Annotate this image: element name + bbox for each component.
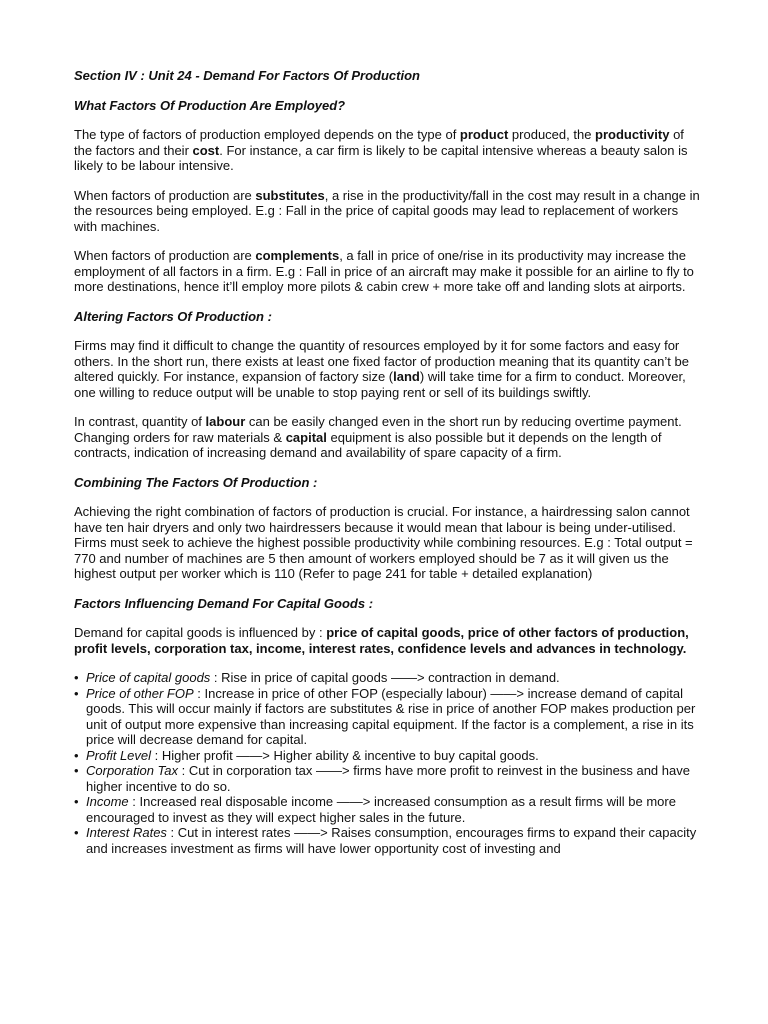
bold-term: cost: [192, 142, 220, 158]
bullet-text: : Cut in interest rates ——> Raises consumption, encourages firms to expand their capacity and increases investment as firms will have lower opportunity cost of investing and: [86, 825, 697, 856]
list-item: [74, 670, 700, 686]
text-run: , a rise in the productivity/fall in the cost may result in a change in the resources being employed. E.g : Fall in the price of capital goods may lead to replacement of workers with machines.: [74, 187, 700, 234]
list-item: [74, 686, 700, 748]
bullet-term: Interest Rates: [86, 825, 167, 840]
bold-term: productivity: [595, 127, 670, 142]
bold-term: price of capital goods, price of other factors of production, profit levels, corporation tax, income, interest rates, confidence levels and advances in technology.: [74, 625, 689, 656]
text-run: In contrast, quantity of: [74, 414, 206, 429]
bullet-text: : Cut in corporation tax ——> firms have more profit to reinvest in the business and have higher incentive to do so.: [86, 763, 690, 794]
bullet-text: : Increased real disposable income ——> increased consumption as a result firms will be more encouraged to invest as they will expect higher sales in the future.: [86, 794, 676, 825]
section-heading: What Factors Of Production Are Employed?: [74, 97, 346, 113]
bold-term: substitutes: [255, 187, 325, 203]
text-run: ) will take time for a firm to conduct. Moreover, one willing to reduce output will be unable to stop paying rent or sell of its buildings swiftly.: [74, 369, 686, 400]
document-body: [74, 68, 700, 856]
text-run: of the factors and their: [74, 127, 684, 158]
bold-term: labour: [205, 414, 246, 429]
bullet-term: Profit Level: [86, 747, 152, 763]
text-run: Achieving the right combination of factors of production is crucial. For instance, a hairdressing salon cannot have ten hair dryers and only two hairdressers because it would mean that labour is being under-utilised. Firms must seek to achieve the highest possible productivity while combining resources. E.g : Total output = 770 and number of machines are 5 then amount of workers employed should be 7 as it will given us the highest output per worker which is 110 (Refer to page 241 for table + detailed explanation): [74, 504, 693, 581]
list-item: [74, 825, 700, 856]
text-run: The type of factors of production employed depends on the type of: [74, 127, 460, 142]
list-item: [74, 763, 700, 794]
body-paragraph: [74, 625, 700, 656]
body-paragraph: [74, 188, 700, 235]
bullet-term: Corporation Tax: [86, 763, 179, 778]
text-run: When factors of production are: [74, 248, 256, 263]
text-run: equipment is also possible but it depends on the length of contracts, indication of increasing demand and availability of spare capacity of a firm.: [74, 429, 662, 460]
text-run: . For instance, a car firm is likely to be capital intensive whereas a beauty salon is likely to be labour intensive.: [74, 142, 688, 173]
bold-term: complements: [255, 248, 340, 263]
bold-term: capital: [285, 429, 327, 445]
text-run: produced, the: [508, 127, 596, 142]
capital-goods-factor-list: [74, 670, 700, 856]
bullet-text: : Higher profit ——> Higher ability & incentive to buy capital goods.: [151, 747, 539, 763]
bullet-term: Price of other FOP: [86, 685, 194, 701]
sections-container: [74, 98, 700, 657]
section-title: Section IV : Unit 24 - Demand For Factors Of Production: [74, 68, 420, 83]
body-paragraph: [74, 248, 700, 295]
section-heading: Altering Factors Of Production :: [74, 308, 272, 324]
body-paragraph: [74, 414, 700, 461]
section-heading: Factors Influencing Demand For Capital Goods :: [74, 595, 374, 611]
text-run: Demand for capital goods is influenced by :: [74, 625, 327, 640]
body-paragraph: [74, 504, 700, 582]
bold-term: land: [393, 369, 420, 384]
list-item: [74, 748, 700, 764]
text-run: When factors of production are: [74, 187, 256, 203]
text-run: Firms may find it difficult to change the quantity of resources employed by it for some factors and easy for others. In the short run, there exists at least one fixed factor of production meaning that its quantity can’t be altered quickly. For instance, expansion of factory size (: [74, 338, 689, 384]
bold-term: product: [459, 127, 509, 142]
bullet-text: : Rise in price of capital goods ——> contraction in demand.: [210, 670, 560, 685]
text-run: , a fall in price of one/rise in its productivity may increase the employment of all factors in a firm. E.g : Fall in price of an aircraft may make it possible for an airline to fly to more destinations, hence it’ll employ more pilots & cabin crew + more take off and landing slots at airports.: [74, 248, 694, 294]
list-item: [74, 794, 700, 825]
body-paragraph: [74, 127, 700, 174]
text-run: can be easily changed even in the short run by reducing overtime payment. Changing orders for raw materials &: [74, 414, 682, 445]
body-paragraph: [74, 338, 700, 400]
bullet-text: : Increase in price of other FOP (especially labour) ——> increase demand of capital goods. This will occur mainly if factors are substitutes & rise in price of another FOP makes production per unit of output more expensive than increasing capital equipment. If the factor is a complement, a rise in its price will decrease demand for capital.: [86, 685, 696, 747]
bullet-term: Income: [86, 794, 129, 809]
bullet-term: Price of capital goods: [86, 670, 211, 685]
section-heading: Combining The Factors Of Production :: [74, 474, 318, 490]
